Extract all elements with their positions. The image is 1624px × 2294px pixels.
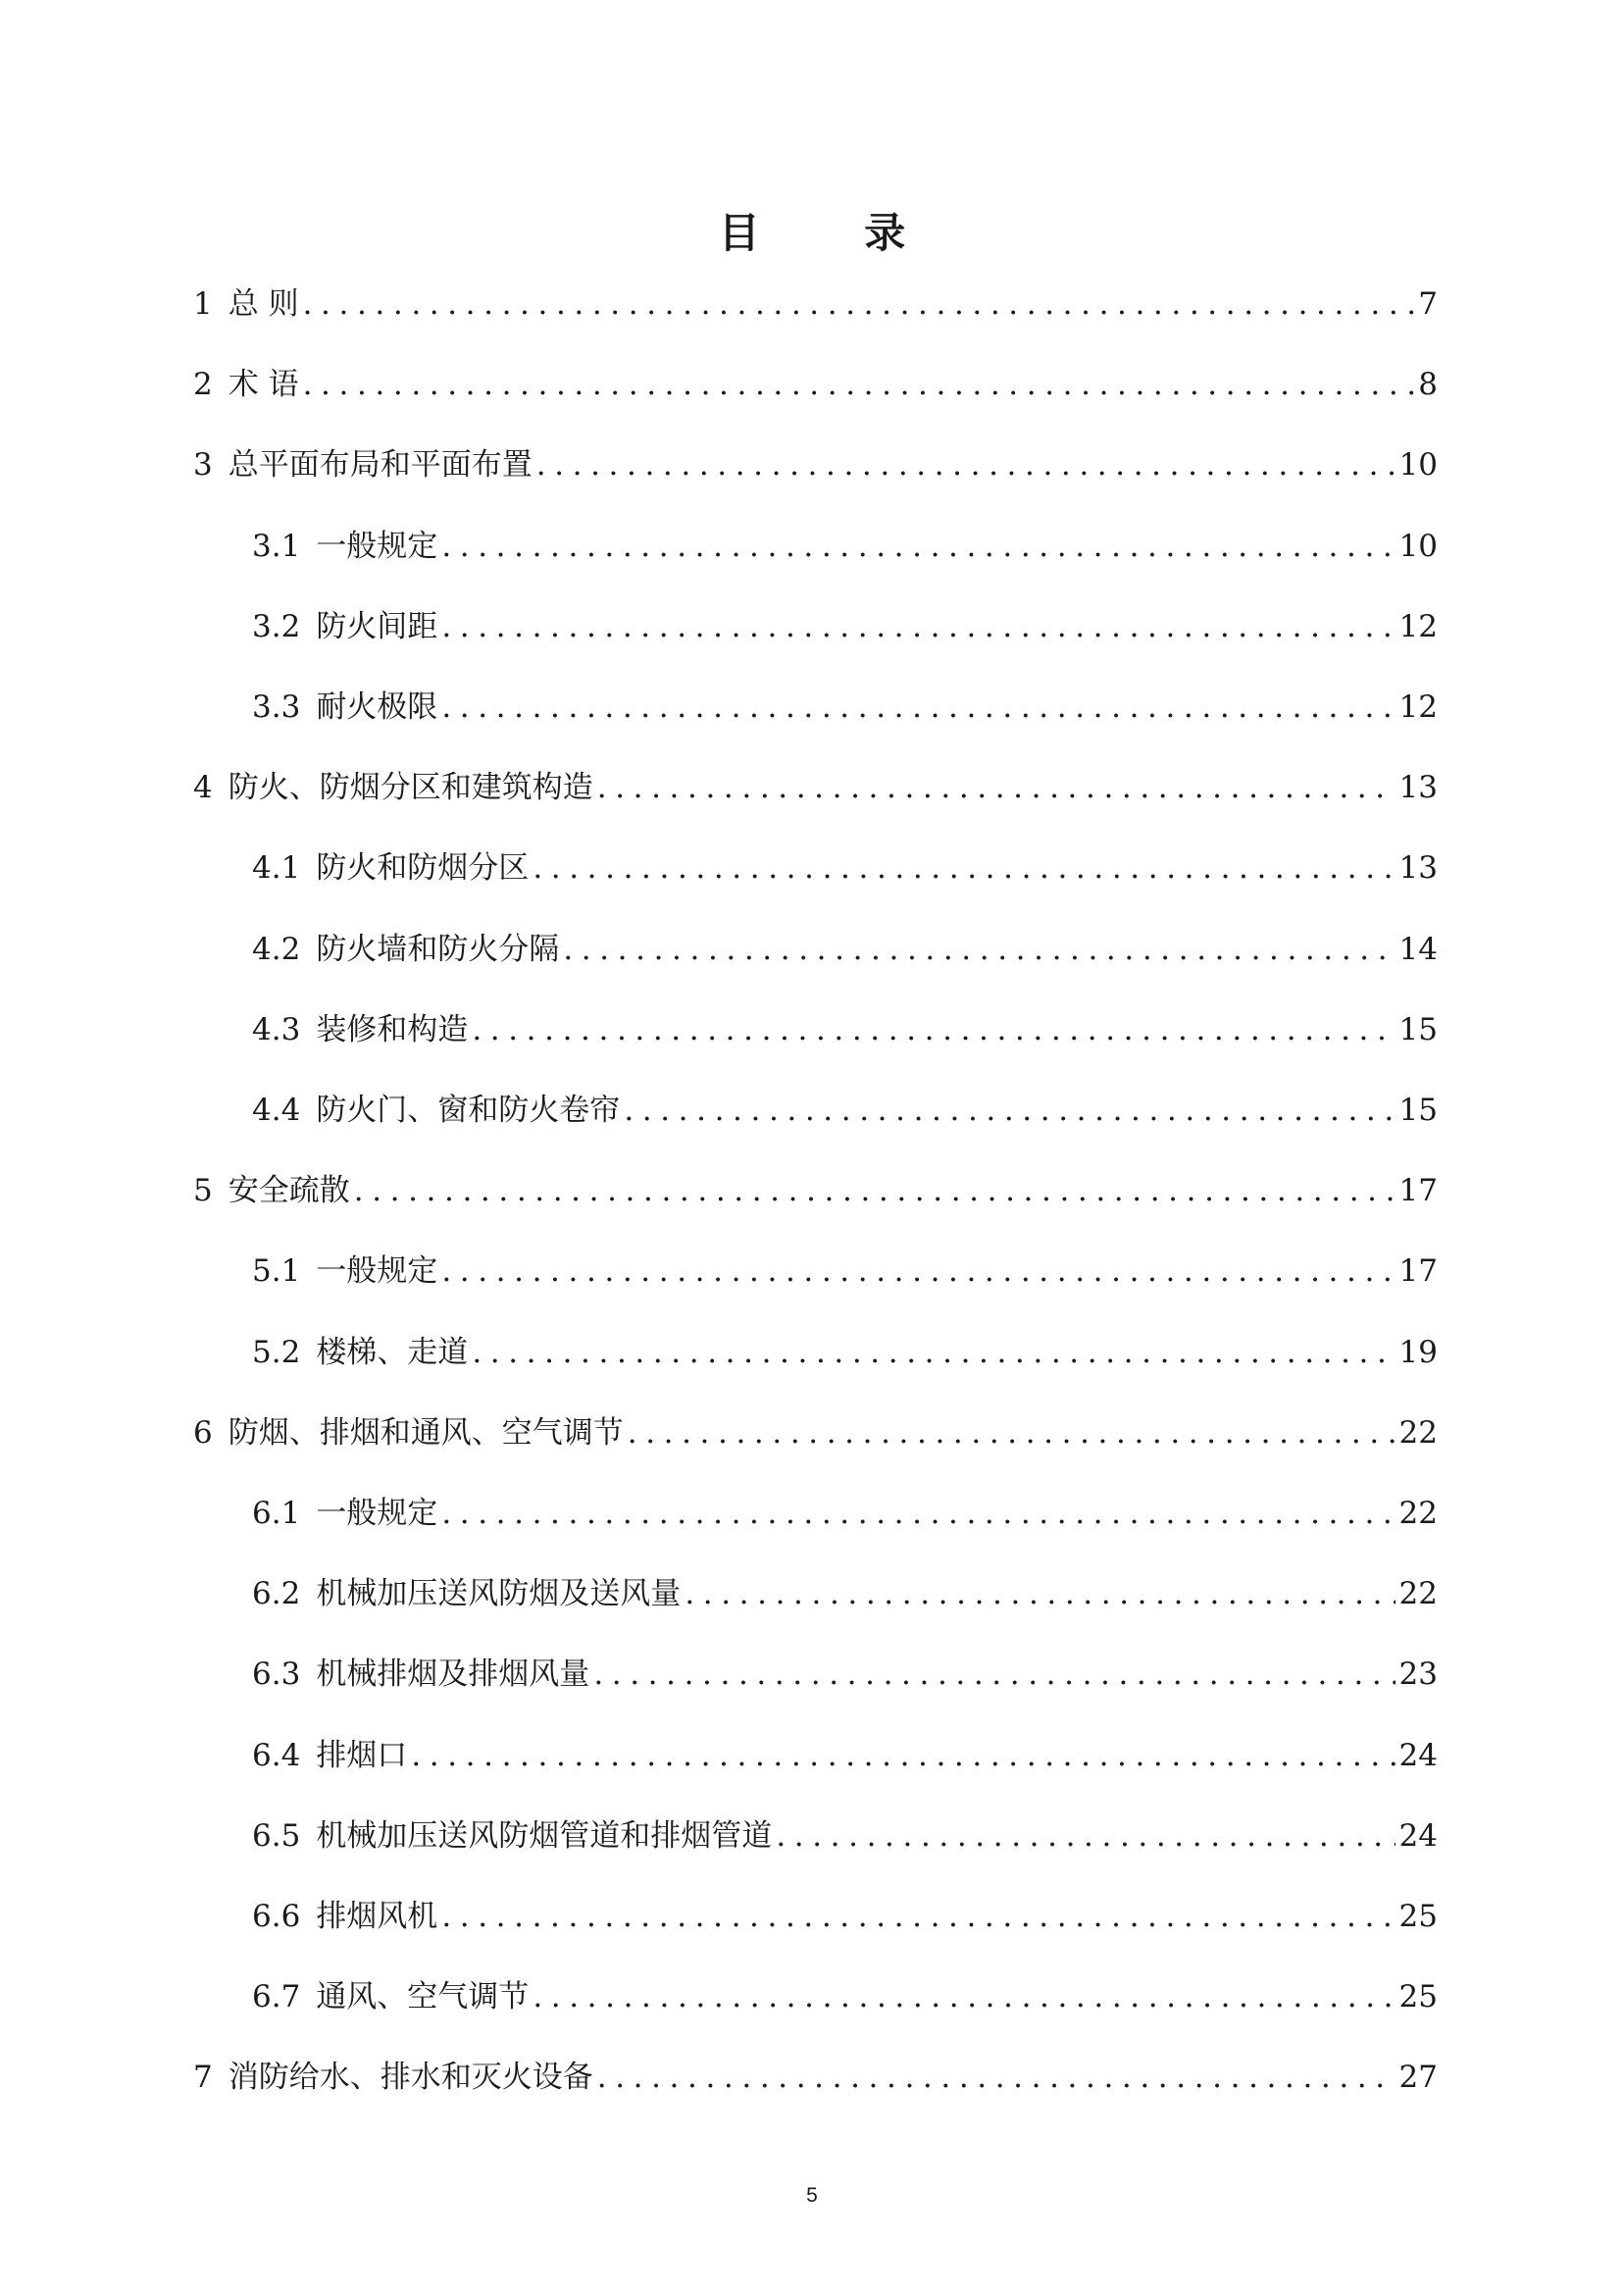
toc-dot-leader — [411, 1736, 1395, 1775]
toc-entry-page: 25 — [1398, 1899, 1438, 1934]
toc-entry-label — [252, 848, 529, 888]
toc-entry-label — [252, 1655, 589, 1694]
toc-entry-title: 安全疏散 — [228, 1173, 350, 1209]
toc-entry-page: 17 — [1398, 1253, 1438, 1290]
toc-entry-page: 25 — [1398, 1979, 1438, 2015]
toc-entry-page: 22 — [1398, 1496, 1438, 1531]
toc-entry-number: 2 — [193, 367, 213, 403]
toc-entry-number: 7 — [193, 2060, 213, 2096]
toc-dot-leader — [563, 930, 1395, 969]
toc-entry-label — [193, 284, 299, 324]
toc-entry[interactable] — [193, 1413, 1438, 1453]
toc-dot-leader — [303, 365, 1415, 404]
toc-entry-page: 27 — [1398, 2060, 1438, 2096]
toc-dot-leader — [593, 1655, 1395, 1694]
toc-entry-number: 4.4 — [252, 1093, 301, 1128]
toc-entry-title: 总 则 — [228, 286, 299, 322]
toc-entry[interactable] — [252, 527, 1438, 566]
toc-entry-page: 22 — [1398, 1576, 1438, 1612]
toc-entry-label — [252, 930, 559, 969]
toc-entry-page: 14 — [1398, 931, 1438, 967]
toc-entry-page: 10 — [1398, 528, 1438, 564]
toc-entry-number: 3.2 — [252, 608, 301, 644]
toc-entry-label — [252, 1897, 437, 1936]
toc-dot-leader — [472, 1010, 1395, 1049]
toc-dot-leader — [441, 607, 1395, 646]
toc-entry-label — [252, 1091, 620, 1130]
toc-entry-number: 6.4 — [252, 1737, 301, 1773]
toc-entry[interactable] — [193, 445, 1438, 484]
toc-entry-number: 6.7 — [252, 1979, 301, 2015]
toc-dot-leader — [472, 1333, 1395, 1372]
toc-entry-label — [193, 768, 593, 807]
toc-entry-title: 防火墙和防火分隔 — [316, 931, 560, 967]
toc-entry[interactable] — [252, 1736, 1438, 1775]
toc-entry-title: 防火和防烟分区 — [316, 850, 530, 887]
toc-entry-number: 4.3 — [252, 1011, 301, 1047]
toc-entry-title: 术 语 — [228, 367, 299, 403]
toc-entry-page: 15 — [1398, 1011, 1438, 1047]
toc-entry-title: 防烟、排烟和通风、空气调节 — [228, 1414, 624, 1451]
toc-entry-number: 5.1 — [252, 1253, 301, 1290]
toc-entry-number: 5.2 — [252, 1334, 301, 1370]
toc-entry-label — [252, 1494, 437, 1533]
toc-entry-label — [252, 1736, 407, 1775]
toc-entry-label — [252, 1977, 529, 2016]
toc-entry[interactable] — [252, 1010, 1438, 1049]
toc-entry-title: 通风、空气调节 — [316, 1979, 530, 2015]
toc-dot-leader — [536, 445, 1396, 484]
toc-dot-leader — [597, 2058, 1396, 2097]
toc-entry-number: 3 — [193, 447, 213, 484]
toc-entry[interactable] — [252, 1494, 1438, 1533]
toc-entry-label — [252, 1574, 681, 1613]
toc-dot-leader — [441, 1494, 1395, 1533]
toc-entry-number: 6.5 — [252, 1817, 301, 1854]
toc-dot-leader — [624, 1091, 1395, 1130]
toc-entry-page: 10 — [1398, 447, 1438, 484]
toc-entry[interactable] — [252, 688, 1438, 727]
toc-entry[interactable] — [252, 607, 1438, 646]
toc-entry-label — [252, 607, 437, 646]
toc-entry-number: 3.1 — [252, 528, 301, 564]
toc-entry[interactable] — [252, 1333, 1438, 1372]
toc-entry-number: 4 — [193, 770, 213, 806]
toc-entry-number: 4.1 — [252, 850, 301, 887]
toc-entry-title: 机械加压送风防烟及送风量 — [316, 1576, 682, 1612]
toc-entry-page: 7 — [1418, 286, 1438, 322]
toc-dot-leader — [441, 1251, 1395, 1291]
toc-entry[interactable] — [252, 848, 1438, 888]
toc-entry-label — [193, 1413, 624, 1453]
toc-entry-title: 机械加压送风防烟管道和排烟管道 — [316, 1817, 773, 1854]
toc-entry[interactable] — [252, 1977, 1438, 2016]
toc-dot-leader — [441, 527, 1395, 566]
toc-entry[interactable] — [252, 1816, 1438, 1856]
toc-entry-title: 排烟风机 — [316, 1899, 438, 1934]
toc-dot-leader — [597, 768, 1396, 807]
toc-entry[interactable] — [252, 1574, 1438, 1613]
toc-entry-page: 15 — [1398, 1093, 1438, 1128]
toc-entry-page: 12 — [1398, 608, 1438, 644]
toc-dot-leader — [685, 1574, 1395, 1613]
toc-entry[interactable] — [193, 365, 1438, 404]
page-title: 目 录 — [718, 209, 951, 257]
toc-entry-number: 6.1 — [252, 1496, 301, 1531]
toc-entry-title: 一般规定 — [316, 1496, 438, 1531]
toc-entry-title: 一般规定 — [316, 1253, 438, 1290]
toc-entry-page: 17 — [1398, 1173, 1438, 1209]
toc-dot-leader — [533, 1977, 1395, 2016]
toc-entry[interactable] — [193, 284, 1438, 324]
toc-entry-number: 6.6 — [252, 1899, 301, 1934]
toc-entry-label — [252, 1251, 437, 1291]
toc-entry-number: 6.2 — [252, 1576, 301, 1612]
toc-entry-label — [193, 365, 299, 404]
toc-entry-label — [252, 1333, 468, 1372]
toc-dot-leader — [628, 1413, 1396, 1453]
toc-entry-number: 5 — [193, 1173, 213, 1209]
toc-entry-page: 13 — [1398, 770, 1438, 806]
toc-entry[interactable] — [193, 768, 1438, 807]
toc-entry-number: 6.3 — [252, 1657, 301, 1693]
toc-dot-leader — [303, 284, 1415, 324]
toc-entry-page: 8 — [1418, 367, 1438, 403]
toc-entry-label — [193, 2058, 593, 2097]
toc-entry-label — [252, 1816, 772, 1856]
toc-dot-leader — [533, 848, 1395, 888]
page-number: 5 — [806, 2184, 818, 2207]
toc-entry-title: 机械排烟及排烟风量 — [316, 1657, 590, 1693]
toc-entry-page: 22 — [1398, 1414, 1438, 1451]
toc-entry[interactable] — [193, 1171, 1438, 1210]
toc-entry-page: 12 — [1398, 689, 1438, 725]
toc-dot-leader — [441, 1897, 1395, 1936]
toc-entry-page: 13 — [1398, 850, 1438, 887]
toc-entry[interactable] — [252, 1655, 1438, 1694]
toc-entry-title: 防火门、窗和防火卷帘 — [316, 1093, 621, 1128]
toc-entry-label — [252, 688, 437, 727]
toc-entry-title: 楼梯、走道 — [316, 1334, 469, 1370]
toc-entry-title: 装修和构造 — [316, 1011, 469, 1047]
toc-entry-label — [252, 1010, 468, 1049]
toc-entry-number: 4.2 — [252, 931, 301, 967]
toc-entry[interactable] — [252, 1091, 1438, 1130]
toc-entry-number: 1 — [193, 286, 213, 322]
toc-entry-title: 排烟口 — [316, 1737, 408, 1773]
toc-entry[interactable] — [193, 2058, 1438, 2097]
toc-entry-title: 一般规定 — [316, 528, 438, 564]
toc-entry-page: 23 — [1398, 1657, 1438, 1693]
toc-dot-leader — [776, 1816, 1395, 1856]
toc-entry[interactable] — [252, 1897, 1438, 1936]
toc-entry-number: 6 — [193, 1414, 213, 1451]
toc-entry-title: 消防给水、排水和灭火设备 — [228, 2060, 593, 2096]
toc-dot-leader — [354, 1171, 1396, 1210]
toc-entry-title: 防火间距 — [316, 608, 438, 644]
toc-entry-label — [252, 527, 437, 566]
toc-entry-title: 总平面布局和平面布置 — [228, 447, 533, 484]
toc-entry-number: 3.3 — [252, 689, 301, 725]
toc-entry[interactable] — [252, 930, 1438, 969]
toc-dot-leader — [441, 688, 1395, 727]
toc-entry-label — [193, 1171, 350, 1210]
toc-entry-title: 防火、防烟分区和建筑构造 — [228, 770, 593, 806]
toc-entry-page: 24 — [1398, 1817, 1438, 1854]
toc-entry-page: 24 — [1398, 1737, 1438, 1773]
toc-entry-label — [193, 445, 533, 484]
toc-entry-title: 耐火极限 — [316, 689, 438, 725]
toc-entry-page: 19 — [1398, 1334, 1438, 1370]
toc-entry[interactable] — [252, 1251, 1438, 1291]
